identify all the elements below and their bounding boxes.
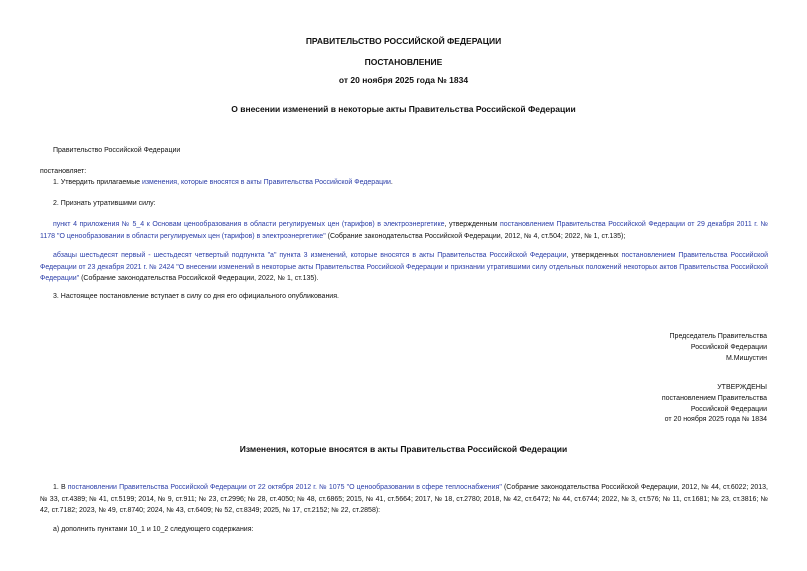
- document-date-number: от 20 ноября 2025 года № 1834: [338, 75, 469, 85]
- changes-item-1-suffix: (Собрание законодательства Российской Федерации, 2012, № 44, ст.6022; 2013, № 33, ст.4389; № 41, ст.5199; 2014, № 9, ст.911; № 23, ст.2996; № 28, ст.4050; № 48, ст.6865; 2015, № 41, ст.5664; 2017, № 18, ст.2780; 2018, № 42, ст.6472; № 44, ст.6744; 2022, № 3, ст.576; № 11, ст.1681; № 23, ст.3816; № 42, ст.7182; 2023, № 49, ст.8740; 2024, № 43, ст.6409; № 52, ст.8349; 2025, № 17, ст.2152; № 22, ст.2858):: [40, 484, 768, 514]
- decrees-text: постановляет:: [40, 168, 87, 175]
- decree-1178-link[interactable]: постановлением Правительства Российской Федерации от 29 декабря 2011 г. № 1178 "О ценообразовании в области регулируемых цен (тарифов) в электроэнергетике": [40, 221, 768, 240]
- approved-heading: УТВЕРЖДЕНЫ: [717, 384, 767, 391]
- decree-1075-link[interactable]: постановлении Правительства Российской Федерации от 22 октября 2012 г. № 1075 "О ценообразовании в сфере теплоснабжения": [67, 484, 502, 491]
- document-type: ПОСТАНОВЛЕНИЕ: [364, 57, 443, 67]
- item-2-paragraph-1-text-1: , утвержденным: [444, 221, 500, 228]
- item-1-prefix: 1. Утвердить прилагаемые: [53, 179, 142, 186]
- document-title: О внесении изменений в некоторые акты Правительства Российской Федерации: [231, 104, 576, 114]
- item-3: 3. Настоящее постановление вступает в силу со дня его официального опубликования.: [53, 293, 339, 300]
- changes-item-1-prefix: 1. В: [53, 484, 68, 491]
- item-1-suffix: .: [390, 179, 393, 186]
- item-2-paragraph-1-text-2: (Собрание законодательства Российской Федерации, 2012, № 4, ст.504; 2022, № 1, ст.135);: [325, 232, 626, 240]
- government-heading: ПРАВИТЕЛЬСТВО РОССИЙСКОЙ ФЕДЕРАЦИИ: [305, 36, 502, 46]
- changes-title: Изменения, которые вносятся в акты Правительства Российской Федерации: [239, 444, 568, 454]
- signature-position: Председатель Правительства: [669, 333, 767, 340]
- item-1: [53, 177, 393, 188]
- item-2-paragraph-1: [40, 219, 768, 242]
- approved-by: постановлением Правительства: [661, 395, 767, 402]
- item-2-paragraph-2: [40, 250, 768, 285]
- approved-date-number: от 20 ноября 2025 года № 1834: [664, 416, 767, 423]
- item-2-paragraph-2-text-1: , утвержденных: [566, 252, 622, 259]
- changes-item-1a: а) дополнить пунктами 10_1 и 10_2 следующего содержания:: [53, 526, 254, 533]
- item-2-paragraph-2-text-2: (Собрание законодательства Российской Федерации, 2022, № 1, ст.135).: [79, 275, 319, 282]
- decree-2424-link[interactable]: постановлением Правительства Российской Федерации от 23 декабря 2021 г. № 2424 "О внесении изменений в некоторые акты Правительства Российской Федерации и признании утратившими силу отдельных положений некоторых актов Правительства Российской Федерации": [40, 252, 769, 282]
- changes-item-1: [40, 482, 768, 517]
- signature-country: Российской Федерации: [690, 344, 767, 351]
- paragraphs-61-64-link[interactable]: абзацы шестьдесят первый - шестьдесят четвертый подпункта "а" пункта 3 изменений, которые вносятся в акты Правительства Российской Федерации: [53, 252, 567, 259]
- intro-text: Правительство Российской Федерации: [53, 147, 181, 154]
- approved-country: Российской Федерации: [690, 406, 767, 413]
- item-2: 2. Признать утратившими силу:: [53, 200, 156, 207]
- signature-name: М.Мишустин: [725, 355, 767, 362]
- pricing-basics-link[interactable]: пункт 4 приложения № 5_4 к Основам ценообразования в области регулируемых цен (тарифов) в электроэнергетике: [53, 221, 445, 228]
- changes-link[interactable]: изменения, которые вносятся в акты Правительства Российской Федерации: [141, 179, 391, 186]
